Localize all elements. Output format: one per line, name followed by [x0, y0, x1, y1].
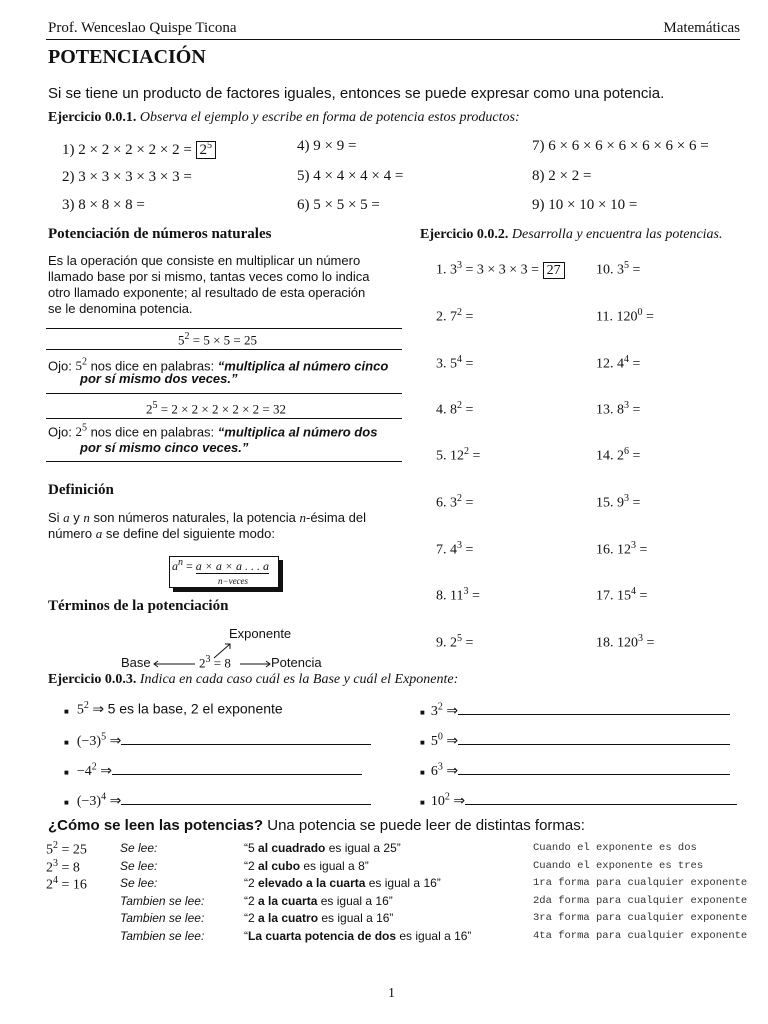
exercise-1-item — [62, 140, 216, 159]
reading-phrase — [244, 859, 369, 873]
section-heading-definition: Definición — [48, 482, 114, 498]
section-heading-terms: Términos de la potenciación — [48, 598, 229, 614]
exercise-2-item — [596, 400, 640, 419]
exercise-2-item — [436, 260, 565, 279]
item-number: 8. — [436, 588, 447, 604]
power-exponent: 0 — [637, 307, 643, 318]
exercise-3-item — [64, 700, 283, 719]
exercise-1-item: 8) 2 × 2 = — [532, 168, 592, 184]
phrase-start: “2 — [244, 894, 259, 908]
reading-label: Se lee: — [120, 841, 158, 855]
answer-blank[interactable] — [112, 760, 362, 775]
power-exponent: 2 — [457, 307, 462, 318]
reading-label: Se lee: — [120, 859, 158, 873]
phrase-start: “2 — [244, 859, 259, 873]
natural-definition-text: Es la operación que consiste en multiplicar un número llamado base por si mismo, tantas veces como lo indica otro llamado exponente; al resultado de esta operación se le denomina potencia. — [48, 253, 370, 316]
phrase-start: “2 — [244, 911, 259, 925]
exercise-2-item — [436, 540, 473, 559]
exercise-1-item: 5) 4 × 4 × 4 × 4 = — [297, 168, 404, 184]
equals-sign: = — [629, 402, 641, 418]
equals-sign: = — [468, 588, 480, 604]
ojo-note-1-cont: por sí mismo dos veces.” — [80, 371, 238, 386]
divider — [46, 328, 402, 329]
exercise-1-heading — [48, 110, 520, 126]
exercise-2-item — [436, 633, 473, 652]
equals-sign: = — [462, 495, 474, 511]
equals-sign: = — [642, 309, 654, 325]
power-base: 2 — [46, 877, 53, 893]
reading-label: Se lee: — [120, 876, 158, 890]
reading-phrase — [244, 911, 393, 925]
power-base: 8 — [617, 402, 624, 418]
power-exponent: 3 — [624, 400, 629, 411]
power-exponent: 3 — [437, 761, 443, 773]
equals-sign: = — [636, 542, 648, 558]
phrase-start: “ — [244, 929, 248, 943]
equals-sign: = — [462, 356, 474, 372]
implies-icon: ⇒ — [92, 702, 105, 718]
equals-sign: = — [629, 262, 641, 278]
exercise-1-item: 7) 6 × 6 × 6 × 6 × 6 × 6 × 6 = — [532, 138, 709, 154]
power-base: 10 — [430, 794, 445, 809]
section-heading-natural: Potenciación de números naturales — [48, 226, 272, 242]
item-number: 11. — [596, 309, 613, 325]
power-base: 3 — [430, 704, 438, 719]
power-exponent: 3 — [463, 586, 469, 597]
power-exponent: 3 — [53, 858, 58, 869]
power-base: 2 — [617, 448, 624, 464]
equals-sign: = — [643, 635, 655, 651]
equals-sign: = — [629, 448, 641, 464]
power-value: = 16 — [58, 877, 87, 893]
exercise-1-item-text: 1) 2 × 2 × 2 × 2 × 2 = — [62, 142, 192, 158]
bullet-icon: ■ — [64, 798, 69, 807]
exercise-3-heading: Ejercicio 0.0.3. Indica en cada caso cuál es la Base y cuál el Exponente: — [48, 672, 459, 687]
power-value: = 25 — [58, 842, 87, 858]
exercise-3-item — [420, 730, 730, 750]
phrase-bold: elevado a la cuarta — [258, 876, 366, 890]
expansion: = 3 × 3 × 3 = — [465, 262, 540, 278]
item-number: 3. — [436, 356, 447, 372]
equals-sign: = — [462, 309, 474, 325]
power-base: 12 — [450, 448, 464, 464]
exercise-3-item — [420, 790, 737, 810]
power-exponent: 2 — [444, 791, 450, 803]
power-base: 3 — [450, 262, 457, 278]
definition-text-line2: número a se define del siguiente modo: — [48, 526, 275, 541]
power-exponent: 4 — [624, 354, 629, 365]
exercise-1-item: 2) 3 × 3 × 3 × 3 × 3 = — [62, 169, 192, 185]
exercise-3-item — [64, 760, 362, 780]
power-base: 120 — [616, 309, 638, 325]
power-base: 5 — [450, 356, 457, 372]
exercise-2-heading: Ejercicio 0.0.2. Desarrolla y encuentra las potencias. — [420, 227, 723, 242]
item-number: 9. — [436, 635, 447, 651]
page-title: POTENCIACIÓN — [48, 46, 206, 68]
phrase-start: “2 — [244, 876, 259, 890]
exercise-3-item — [64, 730, 371, 750]
item-number: 12. — [596, 356, 614, 372]
exercise-3-item — [420, 760, 730, 780]
implies-icon: ⇒ — [446, 734, 459, 749]
power-exponent: 4 — [457, 354, 462, 365]
power-exponent: 5 — [101, 731, 107, 743]
reading-phrase — [244, 894, 393, 908]
item-number: 1. — [436, 262, 447, 278]
implies-icon: ⇒ — [109, 734, 122, 749]
answer-blank[interactable] — [458, 730, 730, 745]
definition-formula: $a^n = a \times a \times a$ . . . a — [172, 557, 269, 573]
power-exponent: 4 — [101, 791, 107, 803]
bullet-icon: ■ — [64, 768, 69, 777]
exercise-2-item — [596, 446, 640, 465]
reading-label: Tambien se lee: — [120, 929, 205, 943]
power-base: 3 — [617, 262, 624, 278]
item-number: 14. — [596, 448, 614, 464]
power-exponent: 3 — [457, 540, 462, 551]
power-exponent: 6 — [624, 446, 629, 457]
section-heading-reading: ¿Cómo se leen las potencias? Una potencia se puede leer de distintas formas: — [48, 817, 585, 834]
exercise-2-item — [596, 586, 647, 605]
bullet-icon: ■ — [64, 706, 69, 716]
power-base: (−3) — [76, 734, 102, 749]
power-exponent: 3 — [631, 540, 636, 551]
phrase-end: es igual a 25” — [325, 841, 401, 855]
exercise-1-item: 6) 5 × 5 × 5 = — [297, 197, 380, 213]
implies-icon: ⇒ — [446, 704, 459, 719]
reading-note: 4ta forma para cualquier exponente — [533, 930, 748, 942]
exercise-2-item — [436, 586, 480, 605]
page-number: 1 — [388, 986, 395, 1001]
power-exponent: 2 — [437, 701, 443, 713]
header-author: Prof. Wenceslao Quispe Ticona — [48, 20, 237, 36]
exercise-1-instruction: Observa el ejemplo y escribe en forma de potencia estos productos: — [139, 110, 520, 125]
reading-note: 3ra forma para cualquier exponente — [533, 912, 748, 924]
power-base: 11 — [450, 588, 464, 604]
phrase-bold: al cubo — [258, 859, 301, 873]
reading-note: Cuando el exponente es dos — [533, 842, 697, 854]
item-number: 16. — [596, 542, 614, 558]
label-potencia: Potencia — [271, 655, 322, 670]
item-number: 5. — [436, 448, 447, 464]
label-exponente: Exponente — [229, 626, 292, 641]
exercise-2-item — [436, 307, 473, 326]
bullet-icon: ■ — [420, 798, 425, 807]
reading-expression — [46, 858, 80, 877]
divider — [46, 461, 402, 462]
bullet-icon: ■ — [64, 738, 69, 747]
implies-icon: ⇒ — [453, 794, 466, 809]
power-exponent: 3 — [457, 260, 462, 271]
phrase-bold: a la cuarta — [258, 894, 318, 908]
item-number: 13. — [596, 402, 614, 418]
ojo-note-2-cont: por sí mismo cinco veces.” — [80, 440, 249, 455]
label-base: Base — [121, 655, 151, 670]
example-answer: 5 es la base, 2 el exponente — [107, 700, 283, 717]
exercise-2-item — [596, 540, 647, 559]
power-base: (−3) — [76, 794, 102, 809]
equation-2-fifth: $2^5 = 2 \times 2 \times 2 \times 2 \times 2 = 32$ — [146, 400, 286, 417]
exercise-2-item — [436, 446, 480, 465]
power-exponent: 3 — [624, 493, 629, 504]
exercise-2-item — [596, 633, 654, 652]
power-exponent: 2 — [53, 840, 58, 851]
answer-blank[interactable] — [465, 790, 737, 805]
phrase-bold: a la cuatro — [258, 911, 319, 925]
power-base: 6 — [430, 764, 438, 779]
item-number: 2. — [436, 309, 447, 325]
definition-underbrace-label: n−veces — [218, 576, 249, 586]
power-exponent: 2 — [457, 400, 462, 411]
header-subject: Matemáticas — [663, 20, 740, 36]
power-exponent: 2 — [464, 446, 469, 457]
definition-formula-box — [169, 556, 279, 588]
reading-label: Tambien se lee: — [120, 911, 205, 925]
example-answer-box: 27 — [543, 262, 565, 279]
power-base: 5 — [430, 734, 438, 749]
implies-icon: ⇒ — [100, 764, 112, 779]
item-number: 18. — [596, 635, 614, 651]
reading-note: 1ra forma para cualquier exponente — [533, 877, 748, 889]
power-exponent: 4 — [53, 875, 58, 886]
power-base: 9 — [617, 495, 624, 511]
exercise-3-item — [64, 790, 371, 810]
answer-blank[interactable] — [458, 760, 730, 775]
phrase-bold: La cuarta potencia de dos — [248, 929, 397, 943]
exercise-1-label: Ejercicio 0.0.1. — [48, 110, 137, 125]
power-base: 4 — [617, 356, 624, 372]
equation-5-squared: $5^2 = 5 \times 5 = 25$ — [178, 331, 257, 348]
reading-phrase — [244, 876, 441, 890]
power-exponent: 2 — [83, 700, 89, 711]
exercise-2-item — [436, 493, 473, 512]
divider — [46, 418, 402, 419]
power-base: 5 — [46, 842, 53, 858]
exercise-1-item: 3) 8 × 8 × 8 = — [62, 197, 145, 213]
bullet-icon: ■ — [420, 708, 425, 717]
exercise-2-item — [436, 354, 473, 373]
phrase-end: es igual a 16” — [396, 929, 472, 943]
phrase-end: es igual a 16” — [365, 876, 441, 890]
exercise-1-item: 4) 9 × 9 = — [297, 138, 357, 154]
equals-sign: = — [629, 495, 641, 511]
power-base: 8 — [450, 402, 457, 418]
reading-phrase — [244, 929, 471, 943]
equals-sign: = — [462, 635, 474, 651]
reading-note: 2da forma para cualquier exponente — [533, 895, 748, 907]
answer-blank[interactable] — [121, 790, 371, 805]
phrase-start: “5 — [244, 841, 259, 855]
power-base: 3 — [450, 495, 457, 511]
exercise-2-item — [596, 307, 654, 326]
item-number: 4. — [436, 402, 447, 418]
power-exponent: 0 — [437, 731, 443, 743]
power-base: 5 — [76, 702, 84, 718]
power-value: = 8 — [58, 860, 80, 876]
ojo-note-2: Ojo: $2^5$ nos dice en palabras: “multiplica al número dos — [48, 423, 378, 440]
item-number: 10. — [596, 262, 614, 278]
exercise-2-item — [596, 354, 640, 373]
exercise-2-item — [596, 493, 640, 512]
item-number: 7. — [436, 542, 447, 558]
divider — [46, 349, 402, 350]
answer-blank[interactable] — [458, 700, 730, 715]
bullet-icon: ■ — [420, 738, 425, 747]
divider — [46, 393, 402, 394]
intro-text: Si se tiene un producto de factores iguales, entonces se puede expresar como una potencia. — [48, 85, 665, 102]
equals-sign: = — [629, 356, 641, 372]
reading-expression — [46, 875, 87, 894]
equals-sign: = — [469, 448, 481, 464]
power-base: −4 — [76, 764, 92, 779]
equals-sign: = — [462, 402, 474, 418]
power-base: 4 — [450, 542, 457, 558]
reading-phrase — [244, 841, 401, 855]
item-number: 15. — [596, 495, 614, 511]
power-base: 7 — [450, 309, 457, 325]
item-number: 6. — [436, 495, 447, 511]
reading-note: Cuando el exponente es tres — [533, 860, 704, 872]
phrase-end: es igual a 8” — [300, 859, 369, 873]
exercise-1-example-answer: $2^5$ — [196, 141, 217, 159]
item-number: 17. — [596, 588, 614, 604]
power-exponent: 2 — [91, 761, 97, 773]
exercise-2-item — [436, 400, 473, 419]
power-base: 2 — [450, 635, 457, 651]
bullet-icon: ■ — [420, 768, 425, 777]
header-rule — [46, 39, 740, 40]
exercise-3-item — [420, 700, 730, 720]
implies-icon: ⇒ — [109, 794, 122, 809]
power-exponent: 3 — [638, 633, 643, 644]
phrase-bold: al cuadrado — [258, 841, 326, 855]
power-exponent: 4 — [631, 586, 636, 597]
phrase-end: es igual a 16” — [317, 894, 393, 908]
terms-expression: $2^3 = 8$ — [199, 654, 231, 671]
ojo-note-1: Ojo: $5^2$ nos dice en palabras: “multiplica al número cinco — [48, 357, 389, 374]
answer-blank[interactable] — [121, 730, 371, 745]
power-base: 12 — [617, 542, 631, 558]
reading-expression — [46, 840, 87, 859]
power-base: 15 — [617, 588, 631, 604]
phrase-end: es igual a 16” — [318, 911, 394, 925]
definition-text-line1: Si a y n son números naturales, la potencia n-ésima del — [48, 510, 366, 525]
power-base: 2 — [46, 860, 53, 876]
reading-label: Tambien se lee: — [120, 894, 205, 908]
exercise-2-item — [596, 260, 640, 279]
power-exponent: 5 — [624, 260, 629, 271]
exercise-1-item: 9) 10 × 10 × 10 = — [532, 197, 638, 213]
equals-sign: = — [462, 542, 474, 558]
power-exponent: 5 — [457, 633, 462, 644]
equals-sign: = — [636, 588, 648, 604]
power-base: 120 — [617, 635, 638, 651]
implies-icon: ⇒ — [446, 764, 459, 779]
power-exponent: 2 — [457, 493, 462, 504]
